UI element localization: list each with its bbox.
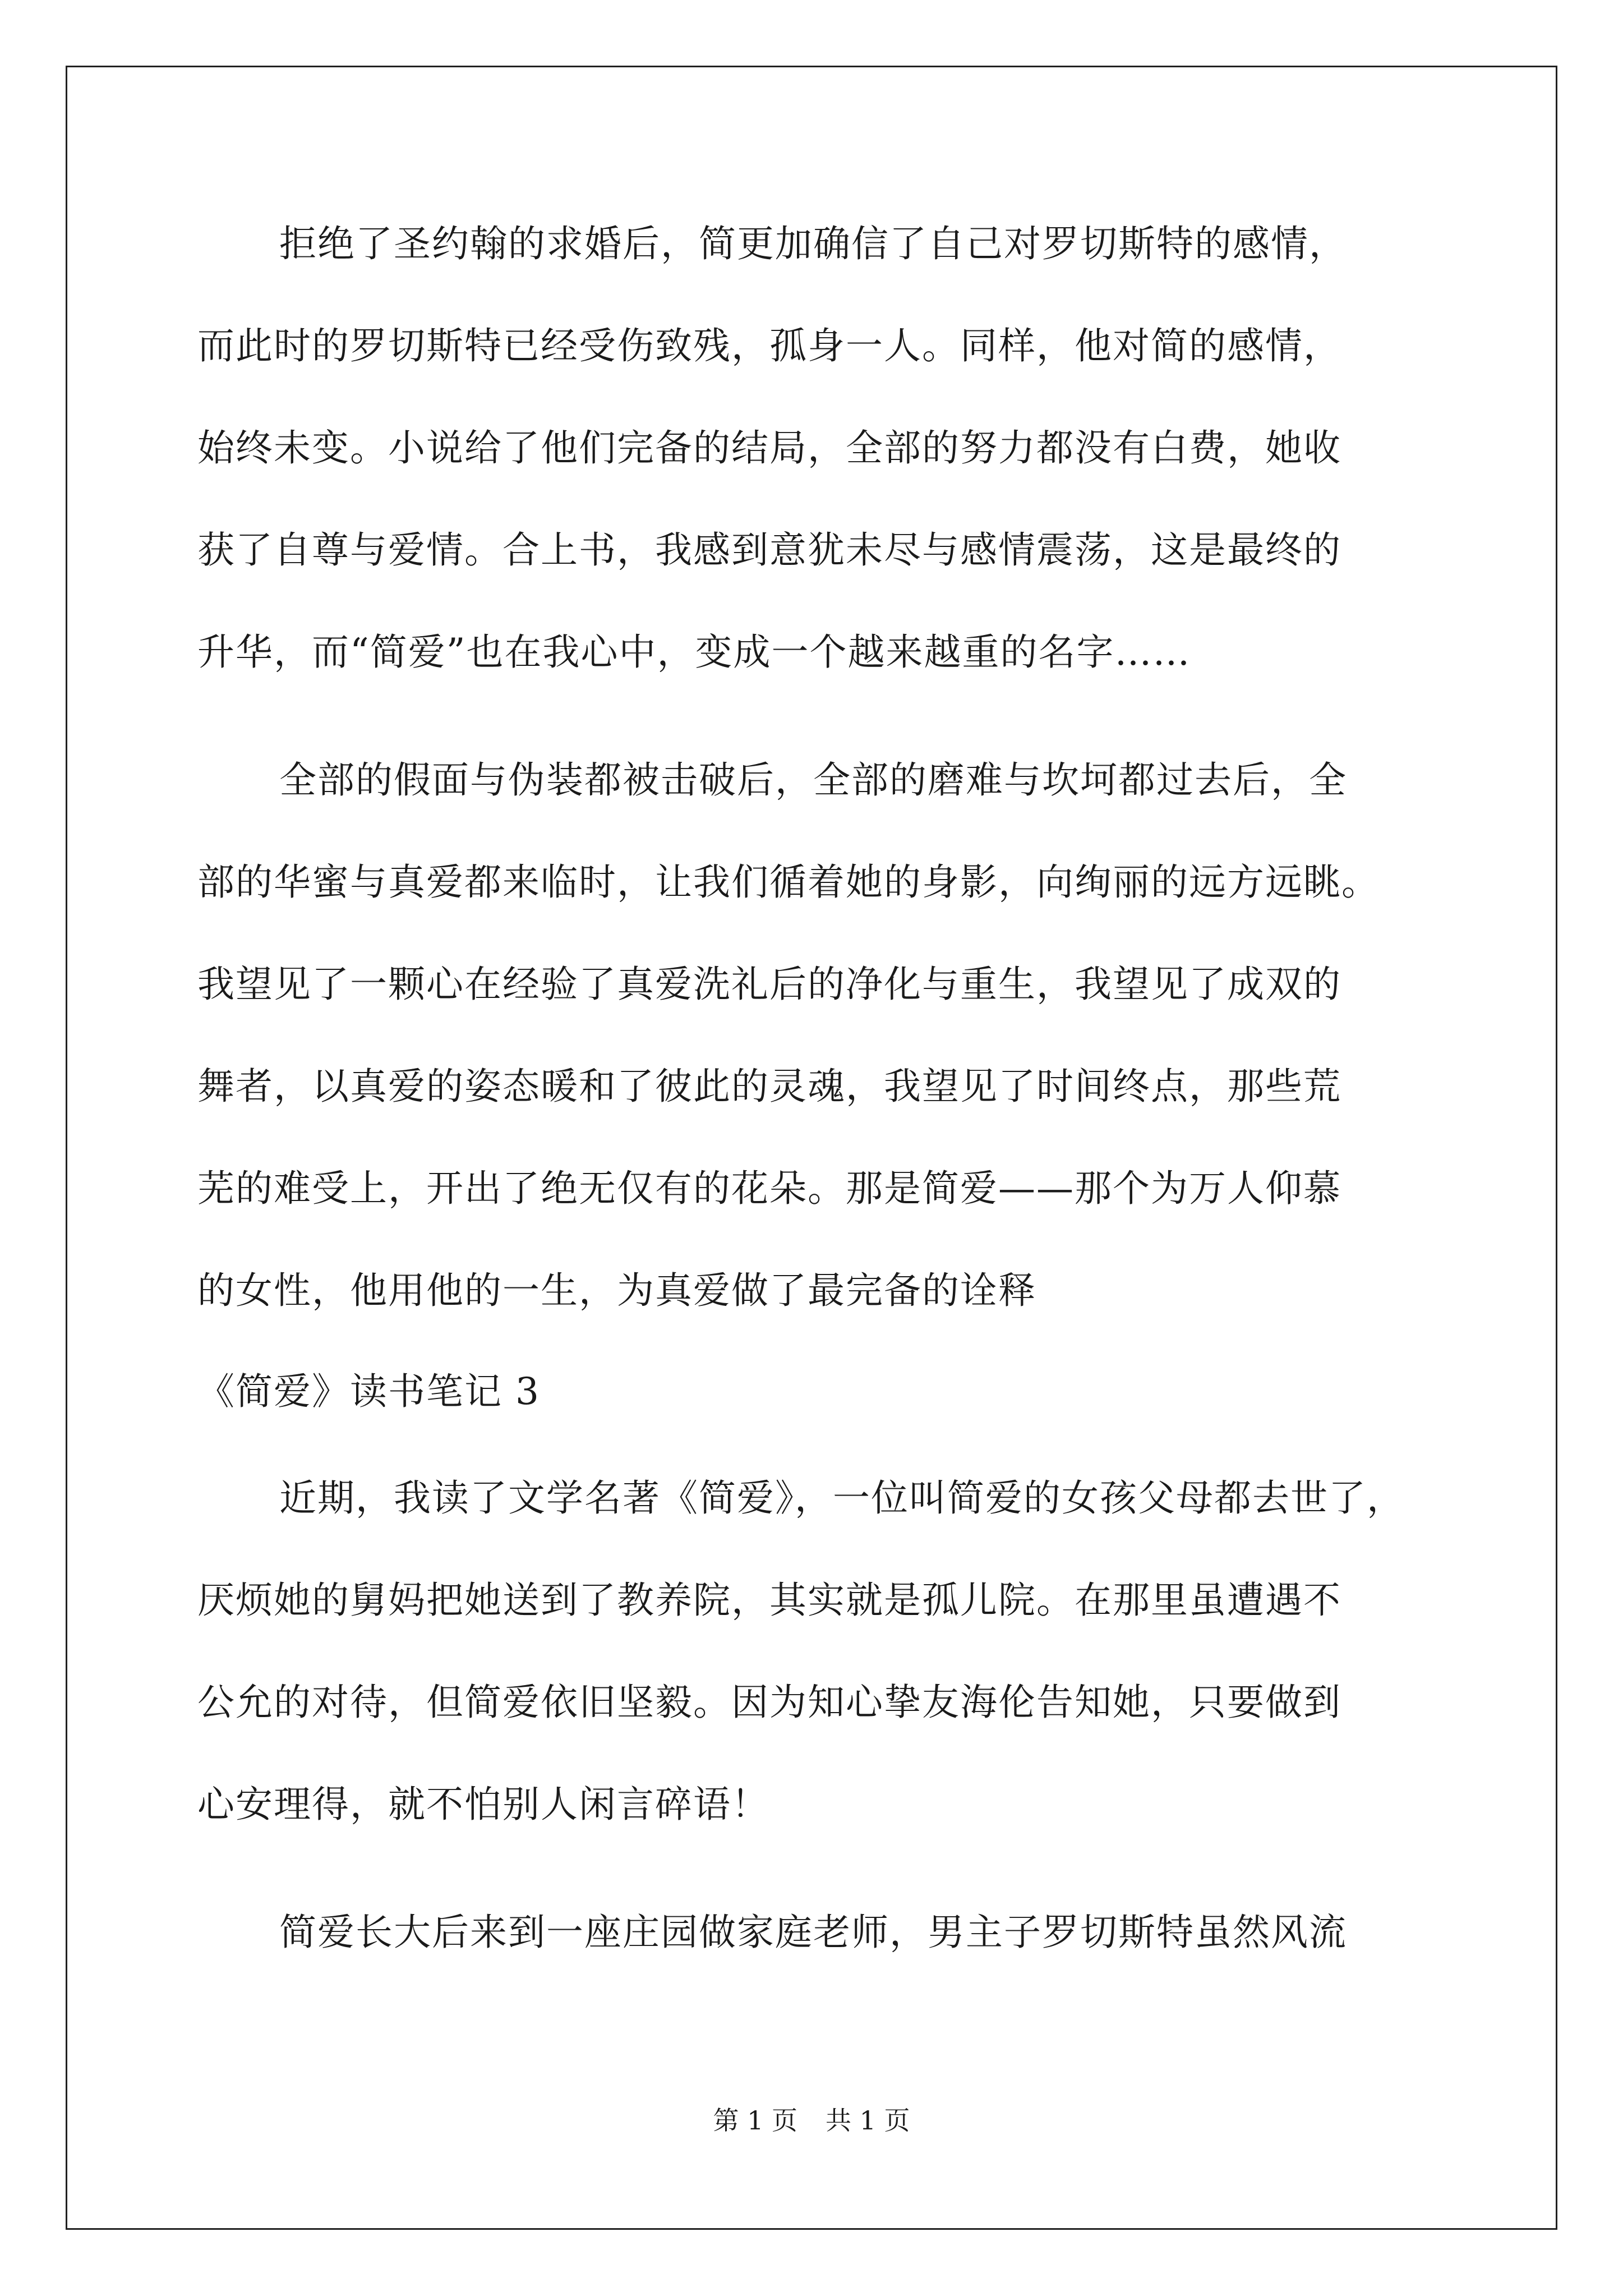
page-number: 第 1 页 bbox=[713, 2105, 797, 2136]
paragraph-line: 芜的难受上，开出了绝无仅有的花朵。那是简爱——那个为万人仰慕 bbox=[197, 1167, 1341, 1210]
paragraph-line: 拒绝了圣约翰的求婚后，简更加确信了自己对罗切斯特的感情， bbox=[279, 222, 1347, 265]
paragraph-line: 而此时的罗切斯特已经受伤致残，孤身一人。同样，他对简的感情， bbox=[197, 324, 1341, 367]
paragraph-line: 的女性，他用他的一生，为真爱做了最完备的诠释 bbox=[197, 1269, 1036, 1312]
paragraph-line: 厌烦她的舅妈把她送到了教养院，其实就是孤儿院。在那里虽遭遇不 bbox=[197, 1579, 1341, 1622]
paragraph-line: 舞者，以真爱的姿态暖和了彼此的灵魂，我望见了时间终点，那些荒 bbox=[197, 1065, 1341, 1108]
page-border bbox=[66, 66, 1557, 2230]
paragraph-line: 部的华蜜与真爱都来临时，让我们循着她的身影，向绚丽的远方远眺。 bbox=[197, 861, 1380, 904]
paragraph-line: 升华，而“简爱”也在我心中，变成一个越来越重的名字…… bbox=[197, 631, 1191, 674]
paragraph-line: 心安理得，就不怕别人闲言碎语！ bbox=[197, 1783, 769, 1826]
paragraph-line: 简爱长大后来到一座庄园做家庭老师，男主子罗切斯特虽然风流 bbox=[279, 1911, 1347, 1954]
section-heading: 《简爱》读书笔记 3 bbox=[197, 1370, 540, 1413]
paragraph-line: 始终未变。小说给了他们完备的结局，全部的努力都没有白费，她收 bbox=[197, 426, 1341, 470]
paragraph-line: 获了自尊与爱情。合上书，我感到意犹未尽与感情震荡，这是最终的 bbox=[197, 528, 1341, 572]
page-total: 共 1 页 bbox=[826, 2105, 910, 2136]
page-footer bbox=[0, 2104, 1623, 2137]
paragraph-line: 公允的对待，但简爱依旧坚毅。因为知心挚友海伦告知她，只要做到 bbox=[197, 1681, 1341, 1724]
paragraph-line: 全部的假面与伪装都被击破后，全部的磨难与坎坷都过去后，全 bbox=[279, 758, 1347, 802]
paragraph-line: 近期，我读了文学名著《简爱》，一位叫简爱的女孩父母都去世了， bbox=[279, 1476, 1405, 1520]
paragraph-line: 我望见了一颗心在经验了真爱洗礼后的净化与重生，我望见了成双的 bbox=[197, 963, 1341, 1006]
